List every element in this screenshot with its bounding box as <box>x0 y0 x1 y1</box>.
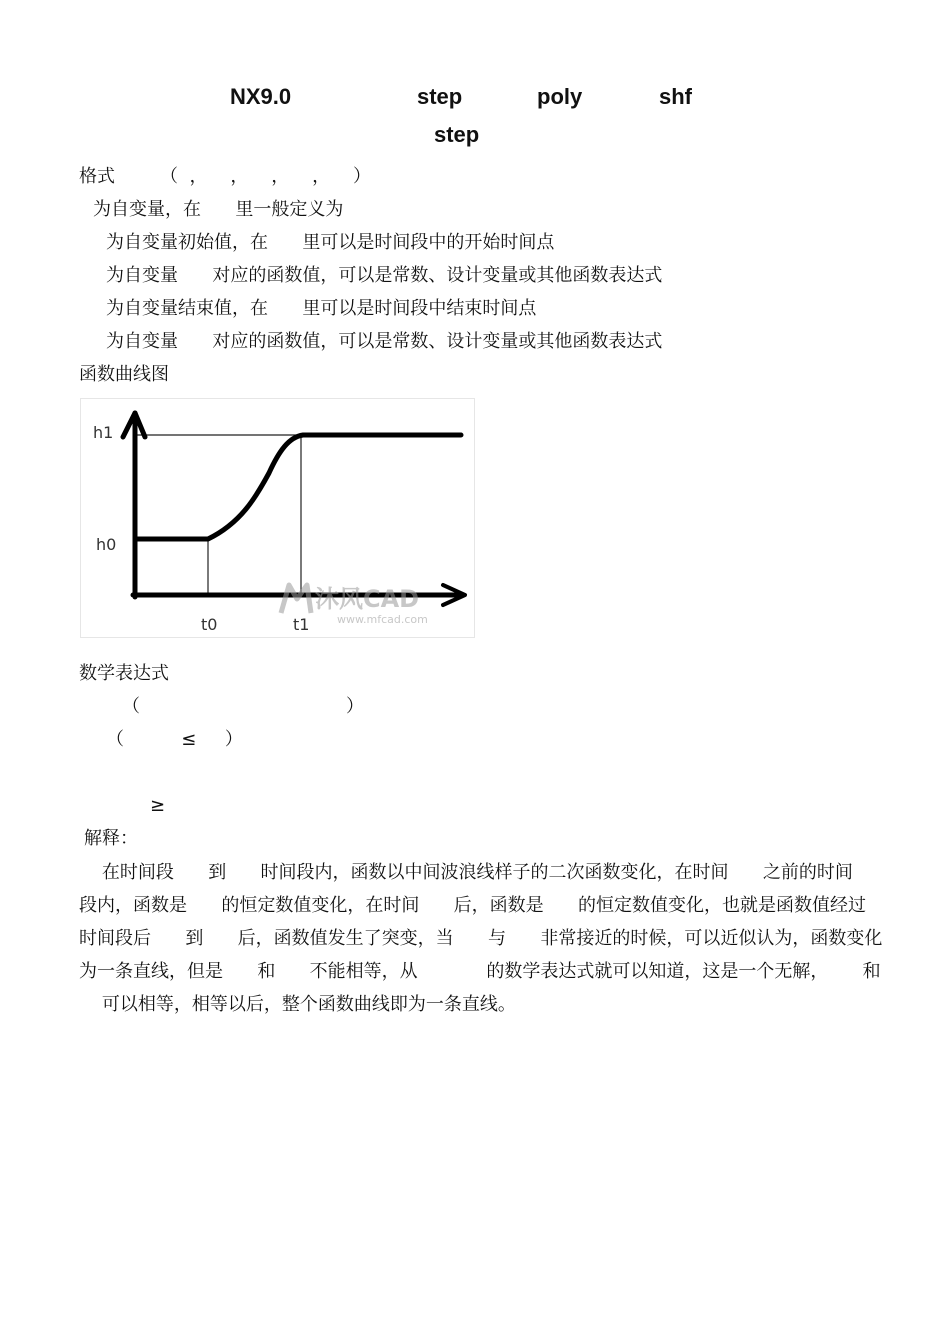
format-heading: 格式 <box>79 166 115 187</box>
watermark-brand: 沐风CAD <box>315 585 420 613</box>
watermark-url: www.mfcad.com <box>337 613 428 626</box>
explanation-line-2: 段内，函数是 的恒定数值变化，在时间 后，函数是 的恒定数值变化，也就是函数值经过 <box>79 895 866 916</box>
step-function-chart <box>80 398 475 638</box>
math-line-2: （ ≤ ） <box>106 729 243 750</box>
explanation-line-3: 时间段后 到 后，函数值发生了突变，当 与 非常接近的时候，可以近似认为，函数变化 <box>79 928 883 949</box>
format-line-3: 为自变量 对应的函数值，可以是常数、设计变量或其他函数表达式 <box>106 265 663 286</box>
format-line-2: 为自变量初始值，在 里可以是时间段中的开始时间点 <box>106 232 555 253</box>
y-tick-h0: h0 <box>96 535 117 554</box>
title-nx-version: NX9.0 <box>230 84 292 109</box>
format-syntax: （ ， ， ， ， ） <box>160 166 371 187</box>
explanation-heading: 解释： <box>84 828 138 849</box>
math-heading: 数学表达式 <box>79 663 169 684</box>
explanation-paragraph <box>79 856 897 1021</box>
watermark-logo-icon <box>281 585 311 613</box>
explanation-line-1: 在时间段 到 时间段内，函数以中间波浪线样子的二次函数变化，在时间 之前的时间 <box>79 862 853 883</box>
y-tick-h1: h1 <box>93 423 114 442</box>
explanation-line-5: 可以相等，相等以后，整个函数曲线即为一条直线。 <box>79 994 516 1015</box>
x-tick-t1: t1 <box>293 615 310 634</box>
format-line-4: 为自变量结束值，在 里可以是时间段中结束时间点 <box>106 298 537 319</box>
math-line-1: （ ） <box>122 696 364 717</box>
figure-heading: 函数曲线图 <box>79 364 169 385</box>
format-line-1: 为自变量，在 里一般定义为 <box>93 199 344 220</box>
title-shf: shf <box>659 84 692 109</box>
x-tick-t0: t0 <box>201 615 218 634</box>
format-line-5: 为自变量 对应的函数值，可以是常数、设计变量或其他函数表达式 <box>106 331 663 352</box>
step-curve <box>135 435 461 539</box>
title-step: step <box>417 84 463 109</box>
subtitle-step: step <box>434 122 480 147</box>
explanation-line-4: 为一条直线，但是 和 不能相等，从 的数学表达式就可以知道，这是一个无解， 和 <box>79 961 881 982</box>
title-poly: poly <box>537 84 583 109</box>
math-line-3: ≥ <box>150 795 166 816</box>
